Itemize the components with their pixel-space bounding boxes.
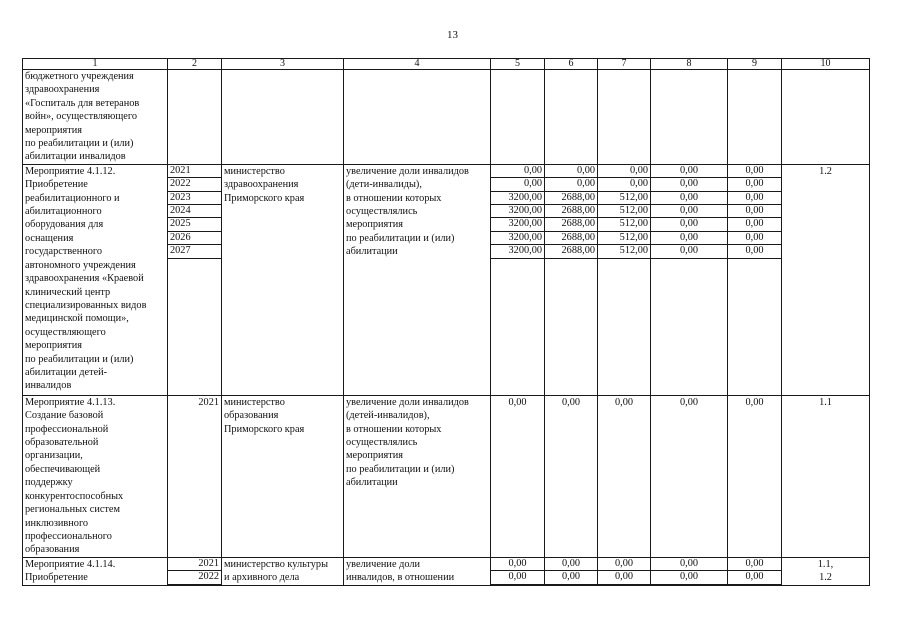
years-cell [168, 70, 222, 165]
value-cell [598, 557, 651, 585]
text-line: по реабилитации и (или) [25, 353, 134, 365]
amount: 0,00 [728, 232, 781, 245]
text-line: образовательной [25, 437, 99, 449]
amount: 0,00 [545, 558, 597, 571]
text-line: абилитации детей- [25, 366, 108, 378]
column-header: 4 [344, 59, 491, 70]
value-cell [651, 557, 728, 585]
text-line: мероприятия [346, 219, 404, 231]
text-line: министерство [224, 396, 285, 408]
activity-description [23, 395, 168, 557]
text-line: мероприятия [346, 450, 404, 462]
amount: 0,00 [651, 218, 727, 231]
amount: 3200,00 [491, 218, 544, 231]
amount: 2688,00 [545, 245, 597, 258]
table-row [23, 395, 870, 557]
year: 2026 [168, 232, 221, 245]
text-line: по реабилитации и (или) [346, 463, 455, 475]
amount: 0,00 [598, 558, 650, 571]
years-cell [168, 164, 222, 395]
text-line: поддержку [25, 477, 73, 489]
year: 2021 [198, 396, 219, 408]
text-line: оснащения [25, 232, 74, 244]
amount: 0,00 [728, 165, 781, 178]
text-line: Приобретение [25, 179, 88, 191]
column-header: 9 [728, 59, 782, 70]
reference-cell: 1.1 [782, 395, 870, 557]
amount: 0,00 [728, 571, 781, 584]
text-line: Создание базовой [25, 410, 104, 422]
amount: 0,00 [651, 571, 727, 584]
text-line: здравоохранения «Краевой [25, 273, 144, 285]
amount: 0,00 [651, 245, 727, 258]
amount: 2688,00 [545, 232, 597, 245]
text-line: государственного [25, 246, 102, 258]
value-cell [728, 164, 782, 395]
text-line: инвалидов, в отношении [346, 572, 455, 584]
table-body [23, 59, 870, 586]
text-line: министерство культуры [224, 558, 328, 570]
amount: 0,00 [728, 192, 781, 205]
value-cell [598, 70, 651, 165]
text-line: конкурентоспособных [25, 490, 124, 502]
amount: 0,00 [651, 192, 727, 205]
indicator-cell [344, 164, 491, 395]
text-line: по реабилитации и (или) [346, 232, 455, 244]
text-line: по реабилитации и (или) [25, 138, 134, 150]
value-cell: 0,00 [491, 395, 545, 557]
text-line: бюджетного учреждения [25, 71, 134, 82]
text-line: здравоохранения [25, 84, 100, 96]
amount: 0,00 [651, 165, 727, 178]
text-line: в отношении которых [346, 423, 442, 435]
column-header: 7 [598, 59, 651, 70]
amount: 512,00 [598, 192, 650, 205]
amount: 0,00 [598, 178, 650, 191]
column-header: 10 [782, 59, 870, 70]
value-cell [728, 557, 782, 585]
text-line: в отношении которых [346, 192, 442, 204]
program-activities-table [22, 58, 870, 586]
amount: 3200,00 [491, 245, 544, 258]
value-cell [651, 70, 728, 165]
value-cell [545, 164, 598, 395]
text-line: увеличение доли инвалидов [346, 396, 469, 408]
column-number-row [23, 59, 870, 70]
text-line: специализированных видов [25, 299, 147, 311]
value-cell [491, 557, 545, 585]
column-header: 2 [168, 59, 222, 70]
amount: 0,00 [598, 165, 650, 178]
text-line: организации, [25, 450, 83, 462]
executor-cell [222, 557, 344, 585]
text-line: увеличение доли [346, 558, 420, 570]
amount: 2688,00 [545, 218, 597, 231]
year: 2027 [168, 245, 221, 258]
value-cell: 0,00 [598, 395, 651, 557]
text-line: абилитации [346, 477, 398, 489]
amount: 0,00 [545, 178, 597, 191]
amount: 0,00 [651, 558, 727, 571]
value-cell: 0,00 [651, 395, 728, 557]
reference-cell [782, 70, 870, 165]
text-line: 1.2 [819, 572, 832, 584]
text-line: Мероприятие 4.1.13. [25, 396, 116, 408]
amount: 512,00 [598, 245, 650, 258]
indicator-cell [344, 395, 491, 557]
text-line: «Госпиталь для ветеранов [25, 97, 140, 109]
value-cell [598, 164, 651, 395]
amount: 512,00 [598, 205, 650, 218]
column-header: 1 [23, 59, 168, 70]
reference-cell: 1.2 [782, 164, 870, 395]
text-line: осуществлялись [346, 206, 418, 218]
year: 2022 [168, 571, 221, 584]
text-line: здравоохранения [224, 179, 299, 191]
amount: 0,00 [728, 178, 781, 191]
amount: 3200,00 [491, 232, 544, 245]
activity-description [23, 557, 168, 585]
amount: 0,00 [728, 218, 781, 231]
column-header: 8 [651, 59, 728, 70]
table-row [23, 70, 870, 165]
amount: 0,00 [491, 165, 544, 178]
text-line: медицинской помощи», [25, 313, 129, 325]
text-line: абилитации инвалидов [25, 151, 126, 163]
executor-cell [222, 395, 344, 557]
text-line: осуществлялись [346, 437, 418, 449]
text-line: Приморского края [224, 423, 305, 435]
year: 2022 [168, 178, 221, 191]
amount: 2688,00 [545, 192, 597, 205]
value-cell [651, 164, 728, 395]
text-line: министерство [224, 165, 285, 177]
text-line: инклюзивного [25, 517, 89, 529]
text-line: Приобретение [25, 572, 88, 584]
text-line: профессиональной [25, 423, 109, 435]
text-line: войн», осуществляющего [25, 111, 137, 123]
text-line: и архивного дела [224, 572, 300, 584]
text-line: увеличение доли инвалидов [346, 165, 469, 177]
amount: 0,00 [728, 558, 781, 571]
text-line: Мероприятие 4.1.14. [25, 558, 116, 570]
value-cell [545, 557, 598, 585]
text-line: автономного учреждения [25, 259, 136, 271]
amount: 3200,00 [491, 205, 544, 218]
year: 2023 [168, 192, 221, 205]
amount: 0,00 [598, 571, 650, 584]
amount: 0,00 [545, 165, 597, 178]
value-cell: 0,00 [728, 395, 782, 557]
amount: 0,00 [651, 205, 727, 218]
amount: 0,00 [728, 245, 781, 258]
text-line: клинический центр [25, 286, 111, 298]
executor-cell [222, 164, 344, 395]
indicator-cell [344, 557, 491, 585]
text-line: обеспечивающей [25, 463, 101, 475]
year: 2021 [168, 558, 221, 571]
text-line: профессионального [25, 530, 112, 542]
amount: 0,00 [491, 571, 544, 584]
text-line: оборудования для [25, 219, 104, 231]
table-row [23, 164, 870, 395]
value-cell [491, 164, 545, 395]
indicator-cell [344, 70, 491, 165]
year: 2024 [168, 205, 221, 218]
activity-description [23, 70, 168, 165]
text-line: мероприятия [25, 340, 83, 352]
column-header: 5 [491, 59, 545, 70]
text-line: абилитационного [25, 206, 102, 218]
amount: 0,00 [545, 571, 597, 584]
amount: 0,00 [728, 205, 781, 218]
page-number: 13 [447, 29, 458, 41]
year: 2021 [168, 165, 221, 178]
executor-cell [222, 70, 344, 165]
text-line: Мероприятие 4.1.12. [25, 165, 116, 177]
years-cell [168, 557, 222, 585]
text-line: (детей-инвалидов), [346, 410, 430, 422]
text-line: региональных систем [25, 504, 120, 516]
text-line: осуществляющего [25, 326, 106, 338]
text-line: абилитации [346, 246, 398, 258]
amount: 2688,00 [545, 205, 597, 218]
reference-cell [782, 557, 870, 585]
column-header: 6 [545, 59, 598, 70]
text-line: инвалидов [25, 380, 72, 392]
text-line: 1.1, [817, 558, 834, 570]
amount: 3200,00 [491, 192, 544, 205]
table-row [23, 557, 870, 585]
text-line: реабилитационного и [25, 192, 120, 204]
value-cell [728, 70, 782, 165]
amount: 512,00 [598, 218, 650, 231]
text-line: мероприятия [25, 124, 83, 136]
years-cell [168, 395, 222, 557]
column-header: 3 [222, 59, 344, 70]
amount: 0,00 [651, 178, 727, 191]
text-line: Приморского края [224, 192, 305, 204]
amount: 0,00 [491, 178, 544, 191]
value-cell [545, 70, 598, 165]
amount: 512,00 [598, 232, 650, 245]
amount: 0,00 [491, 558, 544, 571]
text-line: образования [224, 410, 279, 422]
text-line: (дети-инвалиды), [346, 179, 422, 191]
year: 2025 [168, 218, 221, 231]
activity-description [23, 164, 168, 395]
value-cell: 0,00 [545, 395, 598, 557]
amount: 0,00 [651, 232, 727, 245]
value-cell [491, 70, 545, 165]
text-line: образования [25, 544, 80, 556]
